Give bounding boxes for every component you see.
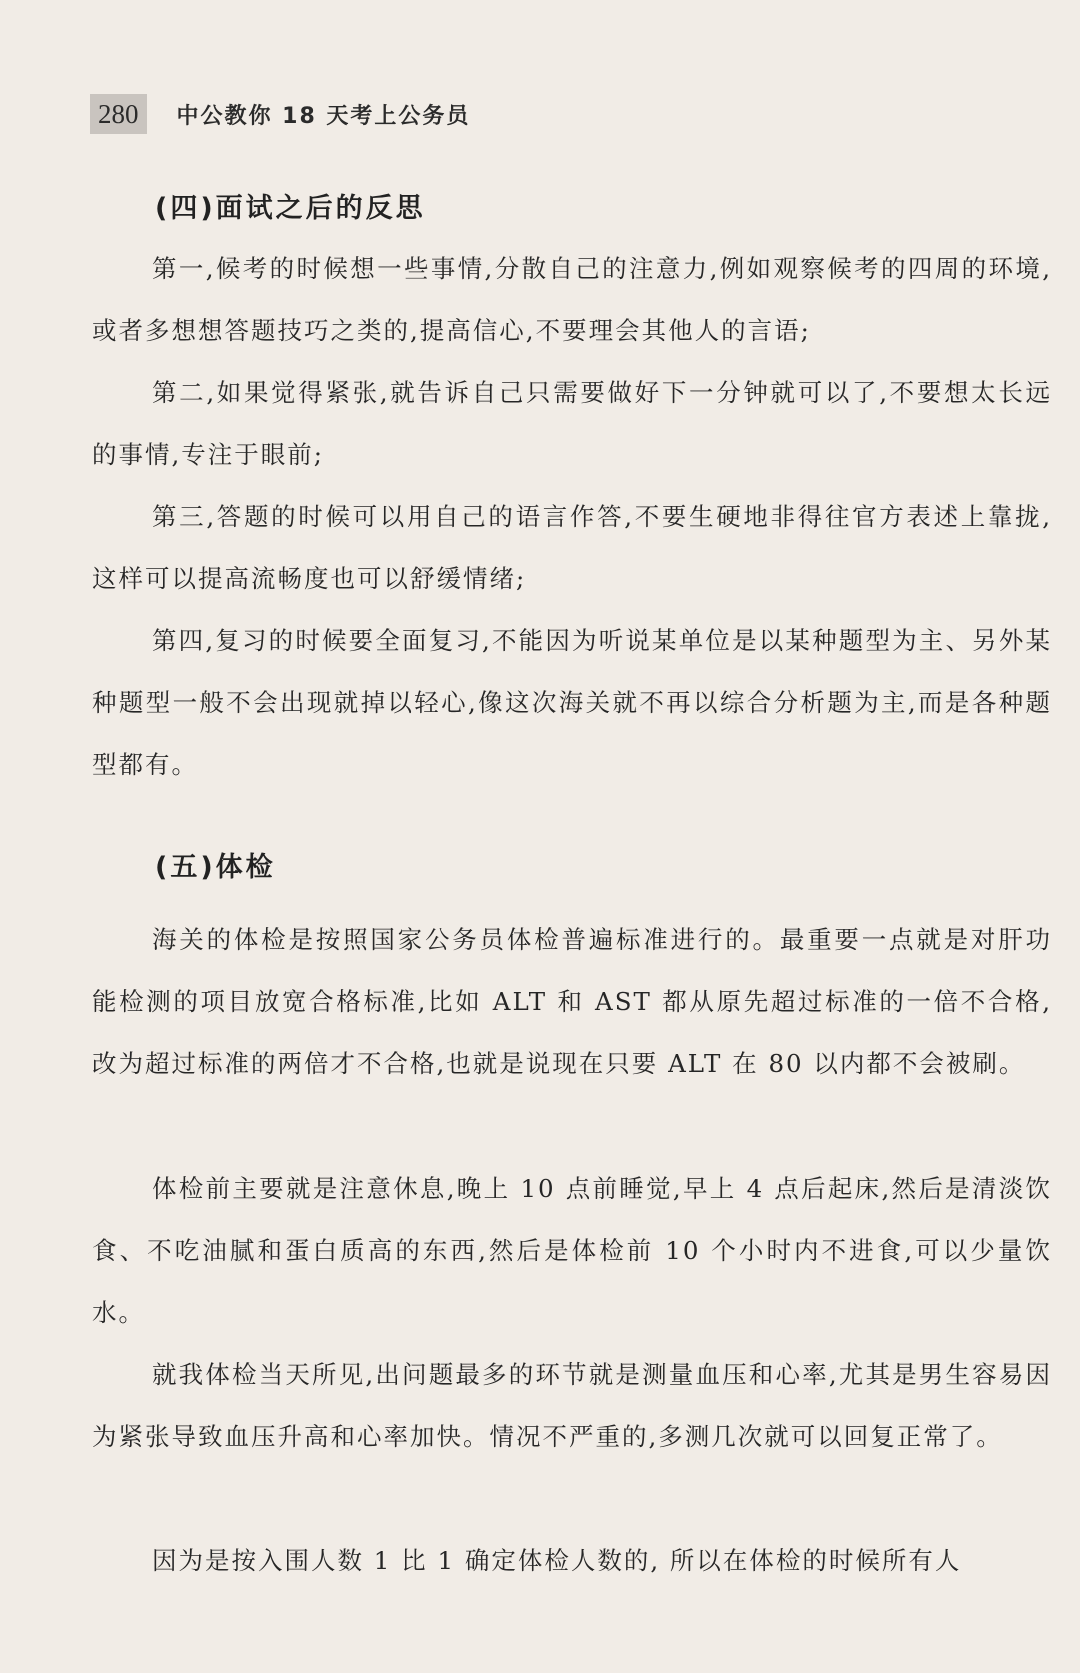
paragraph: 就我体检当天所见,出问题最多的环节就是测量血压和心率,尤其是男生容易因为紧张导致血压升高和心率加快。情况不严重的,多测几次就可以回复正常了。 [92, 1360, 1052, 1451]
section-heading-reflection: (四)面试之后的反思 [155, 193, 426, 224]
page-header [90, 92, 470, 136]
paragraph: 第三,答题的时候可以用自己的语言作答,不要生硬地非得往官方表述上靠拢,这样可以提高流畅度也可以舒缓情绪; [92, 502, 1052, 593]
paragraph: 第二,如果觉得紧张,就告诉自己只需要做好下一分钟就可以了,不要想太长远的事情,专注于眼前; [92, 378, 1052, 469]
paragraph: 因为是按入围人数 1 比 1 确定体检人数的, 所以在体检的时候所有人 [152, 1546, 962, 1575]
paragraph: 第四,复习的时候要全面复习,不能因为听说某单位是以某种题型为主、另外某种题型一般不会出现就掉以轻心,像这次海关就不再以综合分析题为主,而是各种题型都有。 [92, 626, 1052, 779]
paragraph: 体检前主要就是注意休息,晚上 10 点前睡觉,早上 4 点后起床,然后是清淡饮食、不吃油腻和蛋白质高的东西,然后是体检前 10 个小时内不进食,可以少量饮水。 [92, 1174, 1052, 1327]
page-number: 280 [90, 94, 147, 134]
section-heading-physical-exam: (五)体检 [155, 852, 276, 883]
book-title: 中公教你 18 天考上公务员 [176, 103, 471, 129]
paragraph: 第一,候考的时候想一些事情,分散自己的注意力,例如观察候考的四周的环境,或者多想想答题技巧之类的,提高信心,不要理会其他人的言语; [92, 254, 1052, 345]
paragraph: 海关的体检是按照国家公务员体检普遍标准进行的。最重要一点就是对肝功能检测的项目放宽合格标准,比如 ALT 和 AST 都从原先超过标准的一倍不合格,改为超过标准的两倍才不合格,也就是说现在只要 ALT 在 80 以内都不会被刷。 [92, 925, 1052, 1078]
